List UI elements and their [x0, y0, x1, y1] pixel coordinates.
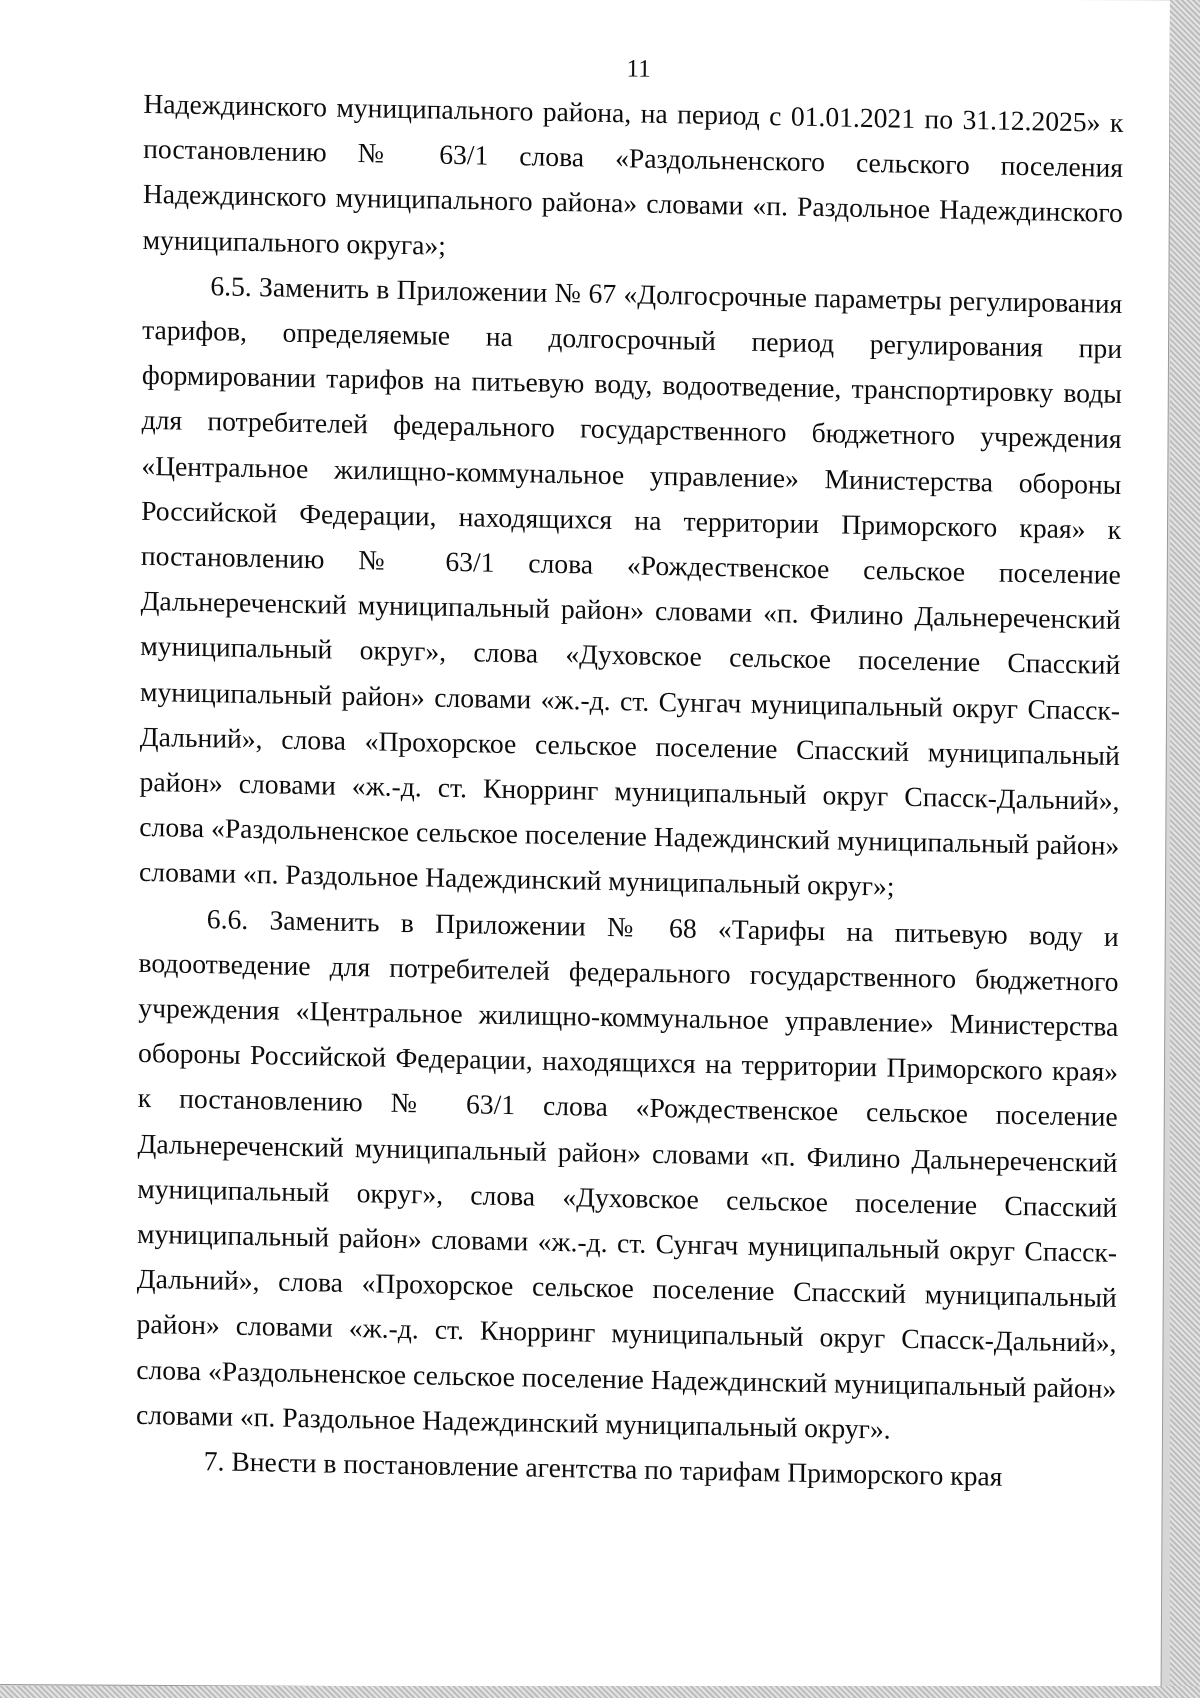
- paragraph-6-6: 6.6. Заменить в Приложении № 68 «Тарифы на питьевую воду и водоотведение для потребителей федерального государственного бюджетного учреждения «Центральное жилищно-коммунальное управление» Министерства обороны Российской Федерации, находящихся на территории Приморского края» к постановлению № 63/1 слова «Рождественское сельское поселение Дальнереченский муниципальный район» словами «п. Филино Дальнереченский муниципальный округ», слова «Духовское сельское поселение Спасский муниципальный район» словами «ж.-д. ст. Сунгач муниципальный округ Спасск-Дальний», слова «Прохорское сельское поселение Спасский муниципальный район» словами «ж.-д. ст. Кнорринг муниципальный округ Спасск-Дальний», слова «Раздольненское сельское поселение Надеждинский муниципальный район» словами «п. Раздольное Надеждинский муниципальный округ».: [135, 902, 1119, 1445]
- scan-edge-bottom: [0, 1686, 1200, 1698]
- page-number: 11: [626, 55, 651, 83]
- document-body: [136, 81, 1124, 1501]
- paragraph-7: 7. Внести в постановление агентства по тарифам Приморского края: [203, 1445, 1003, 1492]
- paragraph-6-5: 6.5. Заменить в Приложении № 67 «Долгосрочные параметры регулирования тарифов, определяемые на долгосрочный период регулирования при формировании тарифов на питьевую воду, водоотведение, транспортировку воды для потребителей федерального государственного бюджетного учреждения «Центральное жилищно-коммунальное управление» Министерства обороны Российской Федерации, находящихся на территории Приморского края» к постановлению № 63/1 слова «Рождественское сельское поселение Дальнереченский муниципальный район» словами «п. Филино Дальнереченский муниципальный округ», слова «Духовское сельское поселение Спасский муниципальный район» словами «ж.-д. ст. Сунгач муниципальный округ Спасск-Дальний», слова «Прохорское сельское поселение Спасский муниципальный район» словами «ж.-д. ст. Кнорринг муниципальный округ Спасск-Дальний», слова «Раздольненское сельское поселение Надеждинский муниципальный район» словами «п. Раздольное Надеждинский муниципальный округ»;: [139, 269, 1123, 903]
- paragraph-continuation: Надеждинского муниципального района, на период с 01.01.2021 по 31.12.2025» к постановлению № 63/1 слова «Раздольненского сельского поселения Надеждинского муниципального района» словами «п. Раздольное Надеждинского муниципального округа»;: [142, 87, 1124, 261]
- scan-edge-right: [1170, 0, 1200, 1698]
